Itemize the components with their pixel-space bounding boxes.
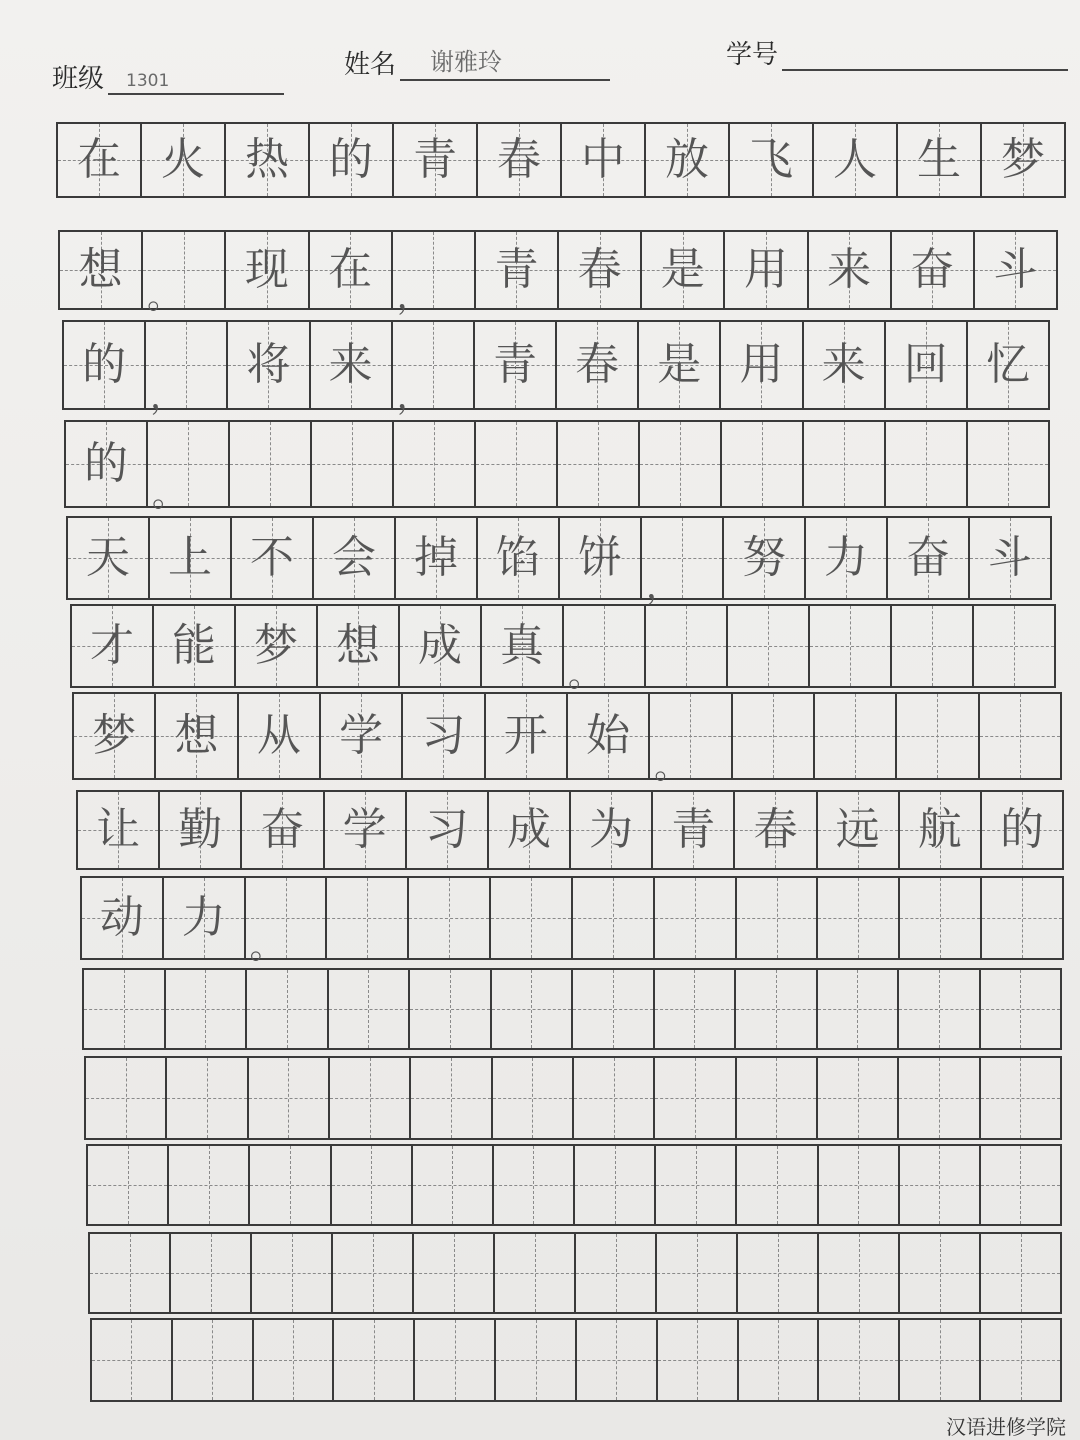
handwritten-character: 生 [917,134,961,185]
grid-cell [898,124,982,196]
grid-cell [478,124,562,196]
grid-cell [409,878,491,958]
grid-cell [310,124,394,196]
handwritten-character: 才 [90,620,134,671]
grid-cell [819,1320,900,1400]
grid-cell [333,1234,414,1312]
punctuation-mark: 。 [147,277,182,317]
grid-cell [886,422,968,506]
grid-row [58,230,1058,317]
grid-cell [642,232,725,308]
grid-cell [334,1320,415,1400]
grid-cell [164,878,246,958]
number-label: 学号 [726,40,779,70]
handwritten-character: 为 [589,804,634,855]
grid-cell [410,970,492,1048]
grid-cell [254,1320,335,1400]
grid-cell [491,878,573,958]
handwritten-character: 中 [581,134,625,185]
grid-cell [736,970,818,1048]
grid-cell [974,606,1054,686]
grid-cell [166,970,248,1048]
grid-cell [403,694,485,778]
handwritten-character: 现 [244,244,289,295]
grid-cell [739,1320,820,1400]
grid-cell [981,1320,1060,1400]
name-value: 谢雅玲 [430,48,503,76]
grid-cell [393,322,475,417]
handwritten-character: 力 [181,892,226,943]
grid-cell [489,792,571,868]
handwritten-character: 的 [82,339,127,390]
handwritten-character: 青 [671,804,716,855]
handwritten-character: 天 [86,532,130,583]
handwritten-character: 上 [168,532,212,583]
grid-cell [639,322,721,408]
grid-cell [981,1234,1060,1312]
grid-row [70,604,1056,695]
handwritten-character: 春 [497,134,541,185]
grid-cell [571,792,653,868]
grid-cell [981,970,1061,1048]
handwritten-character: 斗 [988,532,1032,583]
handwritten-character: 想 [78,244,123,295]
grid-cell [143,232,226,317]
handwritten-character: 春 [753,804,798,855]
grid-cell [312,422,394,506]
grid-cell [568,694,650,778]
grid-cell [733,694,815,778]
grid-cell [318,606,400,686]
handwritten-character: 习 [421,710,466,761]
grid-cell [804,322,886,408]
grid-cell [486,694,568,778]
grid-cell [90,1234,171,1312]
handwritten-character: 来 [827,244,872,295]
grid-cell [737,878,819,958]
grid-cell [655,878,737,958]
handwritten-character: 梦 [92,710,137,761]
handwritten-character: 的 [84,438,128,489]
handwritten-character: 勤 [178,804,223,855]
grid-cell [721,322,803,408]
handwritten-character: 火 [161,134,205,185]
grid-cell [173,1320,254,1400]
grid-cell [332,1146,413,1224]
punctuation-mark: 。 [152,475,186,515]
grid-cell [150,518,232,598]
grid-cell [478,518,560,598]
grid-cell [78,792,160,868]
grid-cell [327,878,409,958]
handwritten-character: 是 [660,244,705,295]
handwritten-character: 的 [329,134,373,185]
handwritten-character: 让 [96,804,141,855]
grid-cell [494,1146,575,1224]
grid-cell [564,606,646,695]
handwritten-character: 能 [172,620,216,671]
grid-cell [730,124,814,196]
grid-cell [968,322,1048,408]
grid-cell [142,124,226,196]
grid-cell [574,1058,655,1138]
grid-cell [492,970,574,1048]
handwritten-character: 将 [246,339,291,390]
grid-row [72,692,1062,787]
punctuation-mark: ， [396,277,431,317]
grid-cell [982,792,1062,868]
grid-cell [232,518,314,598]
handwritten-character: 不 [250,532,294,583]
handwritten-character: 远 [835,804,880,855]
grid-cell [646,124,730,196]
grid-cell [899,1058,980,1138]
handwritten-character: 努 [742,532,786,583]
grid-cell [407,792,489,868]
handwritten-character: 梦 [254,620,298,671]
handwritten-character: 奋 [260,804,305,855]
handwritten-character: 饼 [578,532,622,583]
grid-cell [724,518,806,598]
grid-cell [735,792,817,868]
grid-cell [92,1320,173,1400]
grid-cell [657,1234,738,1312]
grid-cell [819,1234,900,1312]
grid-cell [247,970,329,1048]
grid-cell [560,518,642,598]
handwritten-character: 青 [492,339,537,390]
handwritten-character: 放 [665,134,709,185]
handwritten-character: 学 [342,804,387,855]
grid-cell [249,1058,330,1138]
grid-cell [482,606,564,686]
grid-cell [658,1320,739,1400]
grid-cell [394,124,478,196]
grid-cell [655,1058,736,1138]
grid-cell [815,694,897,778]
grid-cell [329,970,411,1048]
grid-cell [982,124,1064,196]
grid-cell [476,232,559,308]
grid-row [82,968,1062,1050]
grid-row [66,516,1052,607]
handwritten-character: 掉 [414,532,458,583]
grid-row [90,1318,1062,1402]
grid-cell [242,792,324,868]
grid-cell [414,1234,495,1312]
handwritten-character: 成 [506,804,551,855]
grid-row [56,122,1066,198]
grid-cell [576,1234,657,1312]
grid-cell [722,422,804,506]
grid-cell [900,1320,981,1400]
grid-cell [493,1058,574,1138]
grid-cell [68,518,150,598]
grid-cell [809,232,892,308]
grid-cell [900,1146,981,1224]
grid-cell [573,970,655,1048]
grid-cell [970,518,1050,598]
handwritten-character: 青 [413,134,457,185]
grid-cell [725,232,808,308]
grid-cell [819,1146,900,1224]
grid-cell [640,422,722,506]
handwritten-character: 来 [328,339,373,390]
grid-cell [66,422,148,506]
handwritten-character: 从 [256,710,301,761]
grid-cell [156,694,238,778]
grid-row [64,420,1050,515]
handwritten-character: 是 [657,339,702,390]
grid-cell [646,606,728,686]
grid-cell [558,422,640,506]
grid-cell [252,1234,333,1312]
handwritten-character: 开 [503,710,548,761]
grid-row [80,876,1064,967]
grid-cell [818,878,900,958]
class-label: 班级 [52,64,105,94]
grid-cell [650,694,732,787]
grid-cell [64,322,146,408]
grid-cell [573,878,655,958]
grid-cell [900,792,982,868]
handwritten-character: 春 [577,244,622,295]
grid-cell [562,124,646,196]
grid-cell [737,1058,818,1138]
grid-cell [656,1146,737,1224]
handwritten-character: 想 [336,620,380,671]
handwritten-character: 习 [424,804,469,855]
handwritten-character: 斗 [993,244,1038,295]
handwritten-character: 热 [245,134,289,185]
grid-cell [84,970,166,1048]
grid-cell [74,694,156,778]
handwritten-character: 在 [77,134,121,185]
handwritten-character: 馅 [496,532,540,583]
grid-cell [900,878,982,958]
grid-cell [806,518,888,598]
grid-cell [321,694,403,778]
handwritten-character: 用 [743,244,788,295]
handwritten-character: 奋 [910,244,955,295]
grid-cell [814,124,898,196]
grid-cell [396,518,478,598]
grid-cell [738,1234,819,1312]
grid-cell [899,970,981,1048]
grid-cell [888,518,970,598]
grid-cell [226,232,309,308]
class-value: 1301 [126,71,170,91]
grid-cell [236,606,318,686]
grid-cell [82,878,164,958]
grid-cell [58,124,142,196]
grid-cell [169,1146,250,1224]
grid-cell [246,878,328,967]
punctuation-mark: ， [396,377,431,417]
name-label: 姓名 [344,50,397,80]
grid-cell [411,1058,492,1138]
grid-cell [88,1146,169,1224]
handwritten-character: 青 [494,244,539,295]
handwritten-character: 奋 [906,532,950,583]
grid-cell [810,606,892,686]
grid-cell [968,422,1048,506]
handwritten-character: 梦 [1001,134,1045,185]
grid-cell [146,322,228,417]
grid-cell [975,232,1056,308]
grid-cell [314,518,396,598]
handwritten-character: 回 [903,339,948,390]
punctuation-mark: ， [150,377,185,417]
punctuation-mark: ， [646,567,680,607]
grid-cell [897,694,979,778]
punctuation-mark: 。 [568,655,602,695]
grid-cell [804,422,886,506]
institution-name: 汉语进修学院 [946,1415,1066,1439]
grid-cell [575,1146,656,1224]
grid-cell [226,124,310,196]
grid-cell [311,322,393,408]
grid-cell [310,232,393,308]
grid-cell [559,232,642,308]
grid-cell [394,422,476,506]
grid-cell [886,322,968,408]
handwritten-character: 飞 [749,134,793,185]
grid-cell [413,1146,494,1224]
handwritten-character: 成 [418,620,462,671]
grid-cell [250,1146,331,1224]
grid-cell [728,606,810,686]
grid-cell [239,694,321,778]
handwritten-character: 学 [339,710,384,761]
grid-cell [230,422,312,506]
handwritten-character: 的 [999,804,1044,855]
grid-cell [818,1058,899,1138]
grid-cell [415,1320,496,1400]
grid-cell [496,1320,577,1400]
grid-cell [154,606,236,686]
grid-cell [86,1058,167,1138]
handwritten-character: 想 [174,710,219,761]
grid-cell [475,322,557,408]
grid-cell [72,606,154,686]
grid-cell [892,232,975,308]
grid-cell [892,606,974,686]
grid-cell [557,322,639,408]
handwritten-character: 忆 [985,339,1030,390]
handwritten-character: 动 [99,892,144,943]
grid-cell [228,322,310,408]
handwritten-character: 春 [575,339,620,390]
handwritten-character: 始 [586,710,631,761]
grid-row [76,790,1064,870]
handwritten-character: 在 [328,244,373,295]
grid-cell [400,606,482,686]
grid-row [86,1144,1062,1226]
grid-cell [655,970,737,1048]
grid-cell [60,232,143,308]
grid-cell [653,792,735,868]
grid-cell [642,518,724,607]
handwritten-character: 航 [917,804,962,855]
grid-cell [577,1320,658,1400]
grid-cell [167,1058,248,1138]
grid-cell [495,1234,576,1312]
grid-cell [737,1146,818,1224]
handwritten-character: 会 [332,532,376,583]
grid-cell [171,1234,252,1312]
grid-cell [818,970,900,1048]
punctuation-mark: 。 [249,927,284,967]
grid-cell [325,792,407,868]
grid-cell [980,694,1060,778]
handwritten-character: 用 [739,339,784,390]
handwritten-character: 来 [821,339,866,390]
grid-cell [160,792,242,868]
grid-cell [900,1234,981,1312]
handwritten-character: 人 [833,134,877,185]
punctuation-mark: 。 [654,747,689,787]
grid-cell [981,1058,1060,1138]
grid-cell [148,422,230,515]
grid-row [88,1232,1062,1314]
grid-cell [818,792,900,868]
handwritten-character: 真 [500,620,544,671]
handwritten-character: 力 [824,532,868,583]
grid-cell [330,1058,411,1138]
grid-cell [476,422,558,506]
grid-cell [393,232,476,317]
grid-cell [982,878,1062,958]
grid-cell [981,1146,1060,1224]
grid-row [84,1056,1062,1140]
grid-row [62,320,1050,417]
